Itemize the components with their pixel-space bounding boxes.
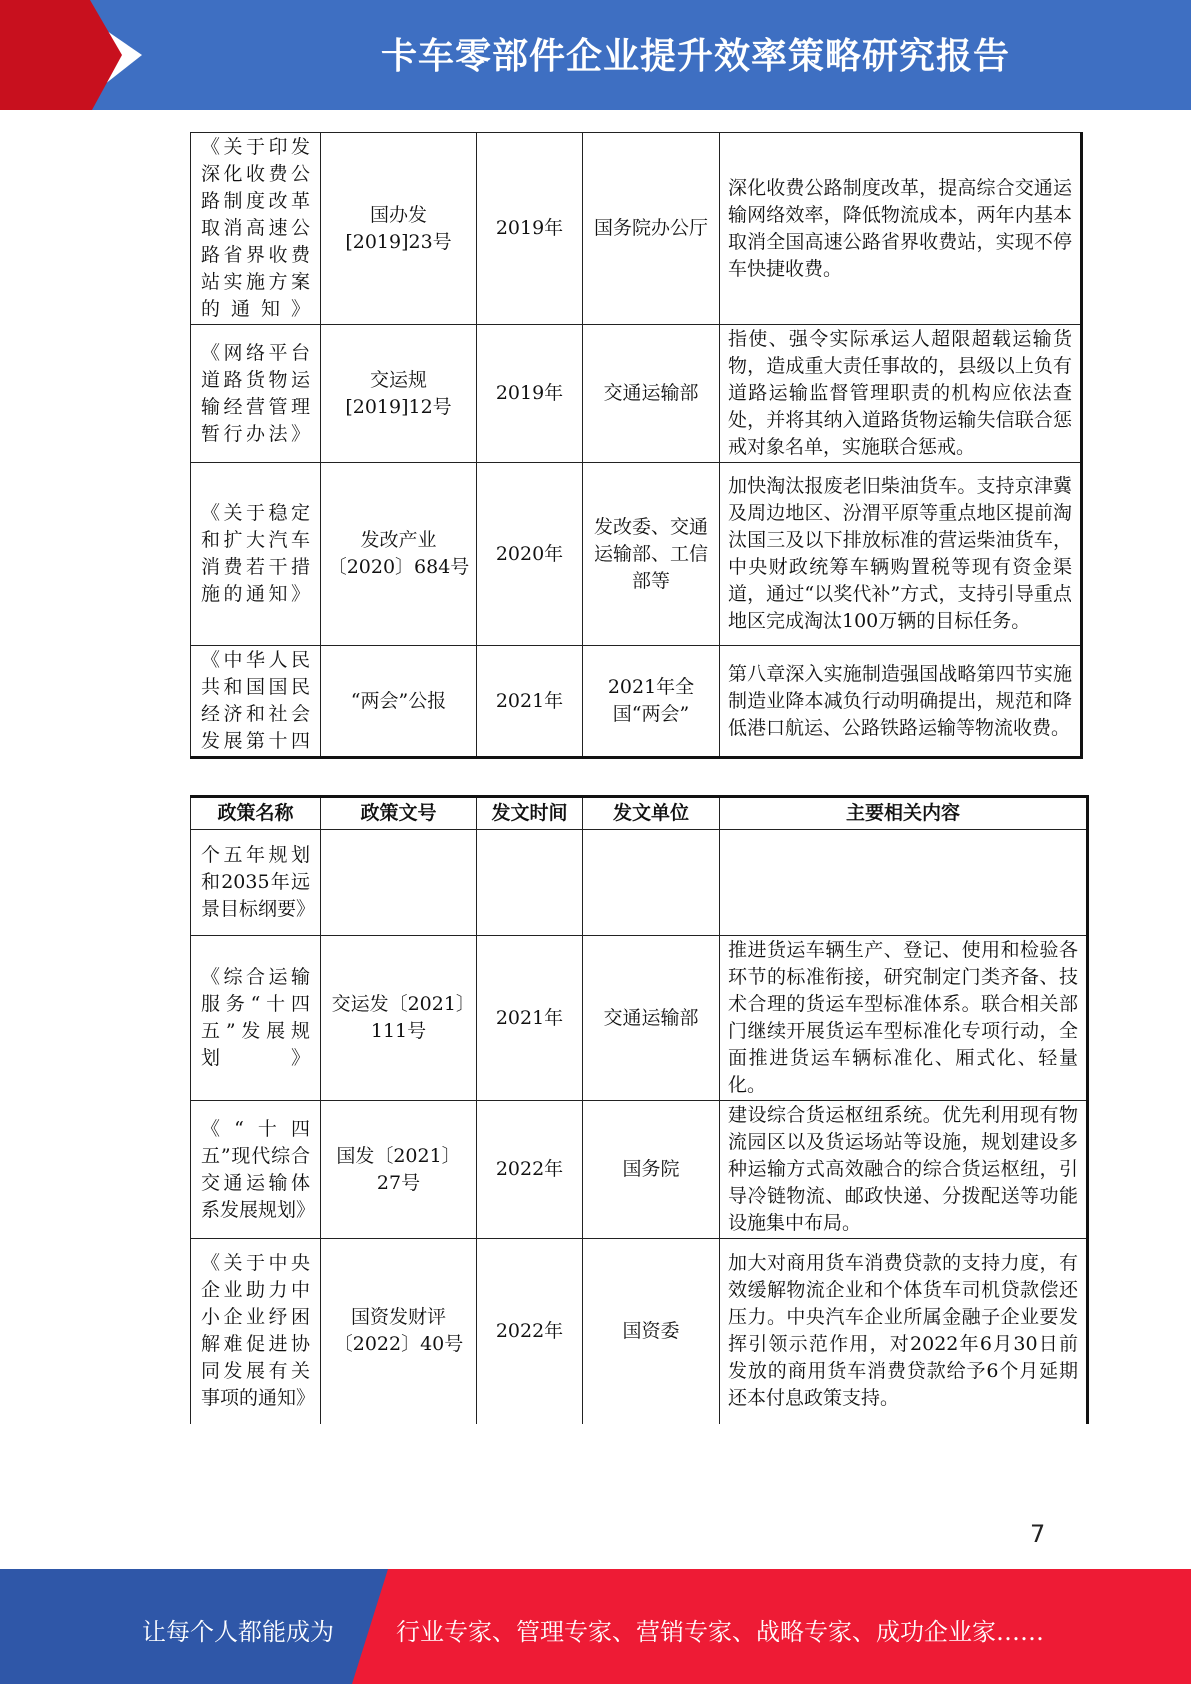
policy-name: 《关于稳定和扩大汽车消费若干措施的通知》	[191, 463, 321, 646]
policy-table-continued	[190, 132, 1083, 759]
footer-slogan-left: 让每个人都能成为	[142, 1618, 334, 1646]
policy-date: 2020年	[477, 463, 583, 646]
policy-name: 《关于印发深化收费公路制度改革取消高速公路省界收费站实施方案的通知》	[191, 133, 321, 325]
header-policy-doc-no: 政策文号	[321, 797, 477, 830]
policy-date: 2019年	[477, 325, 583, 463]
policy-date: 2021年	[477, 936, 583, 1101]
policy-date: 2019年	[477, 133, 583, 325]
table-header-row	[191, 797, 1088, 830]
policy-doc-no	[321, 830, 477, 936]
policy-table	[190, 795, 1089, 1424]
policy-name: 《“十四五”现代综合交通运输体系发展规划》	[191, 1101, 321, 1239]
policy-doc-no: 国办发[2019]23号	[321, 133, 477, 325]
header-policy-date: 发文时间	[477, 797, 583, 830]
policy-issuer: 国资委	[583, 1239, 720, 1424]
policy-date: 2021年	[477, 646, 583, 758]
policy-issuer: 交通运输部	[583, 936, 720, 1101]
policy-issuer: 国务院	[583, 1101, 720, 1239]
policy-content: 指使、强令实际承运人超限超载运输货物，造成重大责任事故的，县级以上负有道路运输监督管理职责的机构应依法查处，并将其纳入道路货物运输失信联合惩戒对象名单，实施联合惩戒。	[720, 325, 1082, 463]
table-row	[191, 936, 1088, 1101]
table-row	[191, 1239, 1088, 1424]
policy-content: 推进货运车辆生产、登记、使用和检验各环节的标准衔接，研究制定门类齐备、技术合理的货运车型标准体系。联合相关部门继续开展货运车型标准化专项行动，全面推进货运车辆标准化、厢式化、轻量化。	[720, 936, 1088, 1101]
policy-name: 《综合运输服务“十四五”发展规划》	[191, 936, 321, 1101]
policy-name: 《网络平台道路货物运输经营管理暂行办法》	[191, 325, 321, 463]
policy-content: 深化收费公路制度改革，提高综合交通运输网络效率，降低物流成本，两年内基本取消全国高速公路省界收费站，实现不停车快捷收费。	[720, 133, 1082, 325]
policy-name: 《中华人民共和国国民经济和社会发展第十四	[191, 646, 321, 758]
policy-issuer: 国务院办公厅	[583, 133, 720, 325]
report-title: 卡车零部件企业提升效率策略研究报告	[380, 36, 1010, 77]
header-policy-content: 主要相关内容	[720, 797, 1088, 830]
policy-content: 第八章深入实施制造强国战略第四节实施制造业降本减负行动明确提出，规范和降低港口航运、公路铁路运输等物流收费。	[720, 646, 1082, 758]
policy-name: 个五年规划和2035年远景目标纲要》	[191, 830, 321, 936]
page-header	[0, 0, 1191, 110]
page-number: 7	[1030, 1520, 1046, 1548]
policy-doc-no: 交运规[2019]12号	[321, 325, 477, 463]
policy-date	[477, 830, 583, 936]
table-row	[191, 133, 1082, 325]
table-row	[191, 463, 1082, 646]
table-row	[191, 1101, 1088, 1239]
policy-content: 加大对商用货车消费贷款的支持力度，有效缓解物流企业和个体货车司机贷款偿还压力。中央汽车企业所属金融子企业要发挥引领示范作用，对2022年6月30日前发放的商用货车消费贷款给予6个月延期还本付息政策支持。	[720, 1239, 1088, 1424]
table-row	[191, 646, 1082, 758]
table-row	[191, 830, 1088, 936]
policy-name: 《关于中央企业助力中小企业纾困解难促进协同发展有关事项的通知》	[191, 1239, 321, 1424]
policy-issuer	[583, 830, 720, 936]
policy-doc-no: 发改产业〔2020〕684号	[321, 463, 477, 646]
table-row	[191, 325, 1082, 463]
policy-date: 2022年	[477, 1239, 583, 1424]
policy-issuer: 发改委、交通运输部、工信部等	[583, 463, 720, 646]
policy-content: 建设综合货运枢纽系统。优先利用现有物流园区以及货运场站等设施，规划建设多种运输方式高效融合的综合货运枢纽，引导冷链物流、邮政快递、分拨配送等功能设施集中布局。	[720, 1101, 1088, 1239]
policy-doc-no: “两会”公报	[321, 646, 477, 758]
page-footer	[0, 1569, 1191, 1684]
header-policy-issuer: 发文单位	[583, 797, 720, 830]
footer-slogan-right: 行业专家、管理专家、营销专家、战略专家、成功企业家……	[396, 1618, 1044, 1646]
policy-issuer: 2021年全国“两会”	[583, 646, 720, 758]
policy-doc-no: 国发〔2021〕27号	[321, 1101, 477, 1239]
policy-issuer: 交通运输部	[583, 325, 720, 463]
policy-content: 加快淘汰报废老旧柴油货车。支持京津冀及周边地区、汾渭平原等重点地区提前淘汰国三及以下排放标准的营运柴油货车，中央财政统筹车辆购置税等现有资金渠道，通过“以奖代补”方式，支持引导重点地区完成淘汰100万辆的目标任务。	[720, 463, 1082, 646]
policy-content	[720, 830, 1088, 936]
policy-date: 2022年	[477, 1101, 583, 1239]
policy-doc-no: 国资发财评〔2022〕40号	[321, 1239, 477, 1424]
header-policy-name: 政策名称	[191, 797, 321, 830]
policy-doc-no: 交运发〔2021〕111号	[321, 936, 477, 1101]
